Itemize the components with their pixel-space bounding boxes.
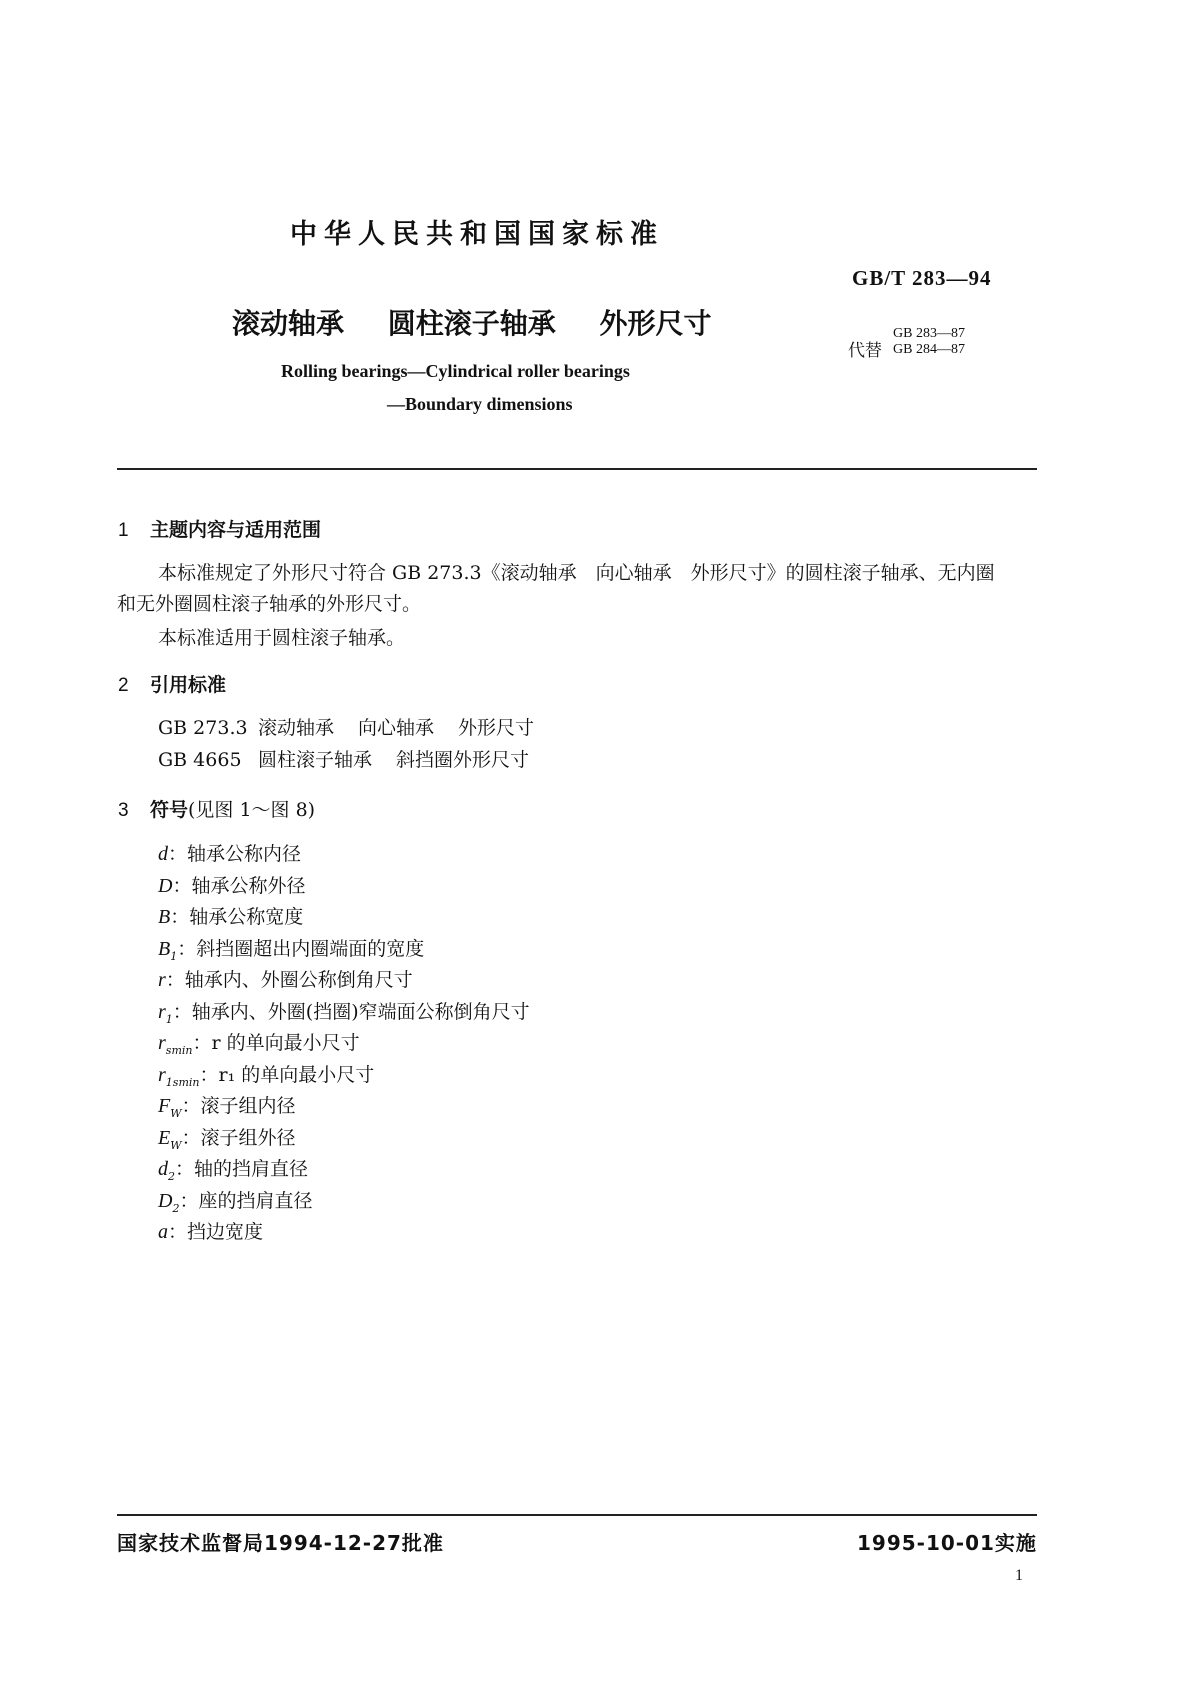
- symbol: B: [158, 937, 171, 960]
- reference-standard: [158, 713, 534, 740]
- symbol: B: [158, 906, 171, 928]
- symbol-description: ：轴承公称宽度: [170, 906, 304, 928]
- chinese-title-part: 外形尺寸: [599, 307, 712, 340]
- symbol-description: ：轴承公称外径: [172, 874, 306, 897]
- replaced-standard: GB 284—87: [893, 342, 965, 357]
- symbol-subscript: 1smin: [165, 1075, 200, 1089]
- reference-title-part: 向心轴承: [358, 717, 435, 739]
- symbol-description: ：挡边宽度: [168, 1221, 264, 1243]
- reference-title-part: 斜挡圈外形尺寸: [396, 749, 530, 771]
- reference-code: GB 273.3: [158, 717, 248, 739]
- section-title-suffix: (见图 1～图 8): [188, 799, 316, 821]
- reference-title-part: 外形尺寸: [458, 717, 535, 739]
- symbol-description: ：轴承公称内径: [168, 843, 302, 865]
- symbol: D: [158, 874, 173, 897]
- symbol: r: [158, 1032, 166, 1054]
- symbol: a: [158, 1221, 168, 1243]
- chinese-title-part: 滚动轴承: [232, 307, 345, 340]
- section-1-heading: [118, 515, 321, 542]
- symbol: E: [158, 1126, 171, 1149]
- symbol: r: [158, 969, 166, 991]
- section-title: 引用标准: [150, 674, 227, 696]
- section-1-paragraph-line-1: 本标准规定了外形尺寸符合 GB 273.3《滚动轴承 向心轴承 外形尺寸》的圆柱滚子轴承、无内圈: [158, 562, 995, 584]
- chinese-title: [232, 302, 746, 342]
- symbol: r: [158, 1063, 166, 1086]
- reference-code: GB 4665: [158, 749, 242, 771]
- implementation-date: 1995-10-01实施: [857, 1531, 1037, 1555]
- symbol: d: [158, 1158, 168, 1180]
- symbol-description: ：r₁ 的单向最小尺寸: [199, 1063, 375, 1086]
- symbol-subscript: smin: [165, 1043, 193, 1057]
- english-title-line-2: —Boundary dimensions: [387, 394, 573, 414]
- reference-title-part: 圆柱滚子轴承: [258, 749, 373, 771]
- standard-number: GB/T 283—94: [852, 266, 992, 290]
- page-number: 1: [1015, 1567, 1023, 1584]
- symbol-entry: [158, 1186, 658, 1218]
- section-1-paragraph-line-2: 和无外圈圆柱滚子轴承的外形尺寸。: [117, 593, 422, 615]
- approval-date: 国家技术监督局1994-12-27批准: [117, 1531, 444, 1555]
- symbol-description: ：滚子组内径: [181, 1095, 296, 1117]
- english-title-line-1: Rolling bearings—Cylindrical roller bearings: [281, 361, 630, 381]
- symbol-description: ：轴的挡肩直径: [175, 1158, 309, 1180]
- symbol: D: [158, 1189, 173, 1212]
- replaced-standard: GB 283—87: [893, 326, 965, 341]
- symbol: d: [158, 843, 168, 865]
- section-2-heading: [118, 670, 226, 697]
- symbol-description: ：座的挡肩直径: [179, 1189, 313, 1212]
- symbol-subscript: 2: [168, 1169, 175, 1183]
- national-standard-title: 中华人民共和国国家标准: [290, 219, 664, 250]
- chinese-title-part: 圆柱滚子轴承: [387, 307, 556, 340]
- reference-title-part: 滚动轴承: [258, 717, 335, 739]
- symbol-description: ：r 的单向最小尺寸: [192, 1032, 360, 1054]
- header-divider: [117, 468, 1037, 470]
- symbol-subscript: W: [170, 1138, 182, 1152]
- symbol-entry: [158, 1217, 658, 1249]
- symbol-subscript: W: [170, 1106, 182, 1120]
- symbol-entry: [158, 934, 658, 966]
- symbol: F: [158, 1095, 171, 1117]
- symbol-entry: [158, 1154, 658, 1186]
- section-3-heading: [118, 795, 315, 822]
- symbol-description: ：轴承内、外圈(挡圈)窄端面公称倒角尺寸: [172, 1000, 530, 1023]
- replaces-list: [893, 326, 965, 358]
- symbol-entry: [158, 1091, 658, 1123]
- section-1-paragraph-2: 本标准适用于圆柱滚子轴承。: [158, 627, 406, 649]
- symbol-entry: [158, 839, 658, 871]
- symbol-description: ：滚子组外径: [181, 1126, 296, 1149]
- symbol-entry: [158, 1123, 658, 1155]
- symbol-entry: [158, 965, 658, 997]
- section-number: 1: [118, 520, 129, 541]
- symbol-subscript: 1: [165, 1012, 173, 1026]
- symbol-subscript: 1: [170, 949, 178, 963]
- symbol-subscript: 2: [172, 1201, 180, 1215]
- replaces-label: 代替: [848, 341, 882, 361]
- section-number: 2: [118, 675, 129, 696]
- symbol-list: [158, 839, 658, 1249]
- symbol-entry: [158, 871, 658, 903]
- footer-divider: [117, 1514, 1037, 1516]
- symbol-description: ：斜挡圈超出内圈端面的宽度: [177, 937, 425, 960]
- symbol-entry: [158, 1028, 658, 1060]
- section-number: 3: [118, 800, 129, 821]
- section-title: 符号: [150, 799, 189, 821]
- symbol-entry: [158, 902, 658, 934]
- reference-standard: [158, 745, 529, 772]
- symbol-entry: [158, 1060, 658, 1092]
- symbol-description: ：轴承内、外圈公称倒角尺寸: [165, 969, 413, 991]
- section-title: 主题内容与适用范围: [150, 519, 322, 541]
- symbol: r: [158, 1000, 166, 1023]
- symbol-entry: [158, 997, 658, 1029]
